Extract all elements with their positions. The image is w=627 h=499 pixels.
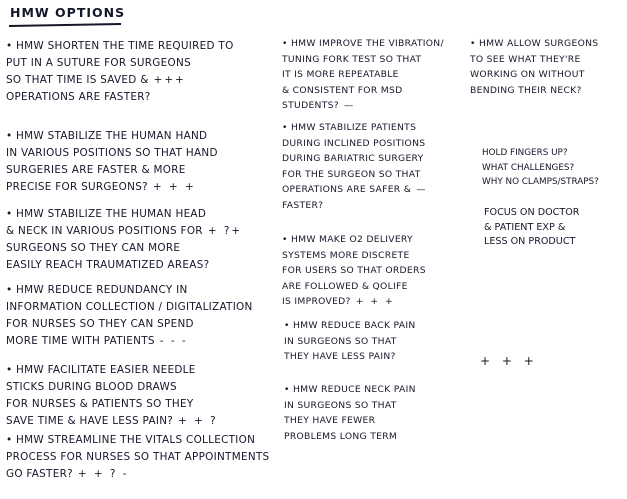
vote-marks: — — [343, 100, 356, 111]
note-line: WORKING ON WITHOUT — [470, 69, 585, 80]
note-line — [282, 294, 426, 310]
note-line: THEY HAVE FEWER — [284, 415, 376, 426]
vote-marks: +++ — [153, 74, 186, 86]
note-line: EASILY REACH TRAUMATIZED AREAS? — [6, 259, 210, 271]
note-line: DURING BARIATRIC SURGERY — [282, 153, 424, 164]
note-stabilize-hand — [6, 128, 218, 196]
note-reduce-redundancy — [6, 282, 253, 350]
note-line: • HMW STABILIZE PATIENTS — [282, 122, 417, 133]
note-back-pain — [284, 318, 416, 365]
note-line: SYSTEMS MORE DISCRETE — [282, 249, 410, 261]
note-line: INFORMATION COLLECTION / DIGITALIZATION — [6, 301, 253, 313]
note-line: • HMW SHORTEN THE TIME REQUIRED TO — [6, 40, 234, 52]
note-o2-delivery — [282, 232, 426, 310]
note-line: & CONSISTENT FOR MSD — [282, 84, 403, 96]
side-note-focus — [484, 206, 579, 250]
note-text: MORE TIME WITH PATIENTS — [6, 335, 155, 347]
vote-marks: + + + — [152, 181, 196, 193]
note-line: SURGERIES ARE FASTER & MORE — [6, 164, 186, 176]
note-line — [6, 72, 234, 89]
note-line: • HMW MAKE O2 DELIVERY — [282, 234, 413, 245]
side-note-line: WHAT CHALLENGES? — [482, 162, 575, 173]
note-line: FASTER? — [282, 199, 324, 211]
page-title: HMW OPTIONS — [10, 5, 126, 20]
note-line: OPERATIONS ARE FASTER? — [6, 91, 151, 103]
note-line: PROCESS FOR NURSES SO THAT APPOINTMENTS — [6, 451, 270, 463]
note-line — [282, 182, 427, 198]
note-line: TUNING FORK TEST SO THAT — [282, 53, 422, 65]
note-line — [6, 466, 269, 483]
note-line: • HMW REDUCE NECK PAIN — [284, 384, 416, 395]
note-vitals-collection — [6, 432, 269, 483]
note-text: IS IMPROVED? — [282, 296, 351, 307]
note-line: STICKS DURING BLOOD DRAWS — [6, 381, 177, 393]
title-underline — [9, 23, 121, 27]
vote-marks: — — [416, 184, 428, 195]
note-line: BENDING THEIR NECK? — [470, 84, 582, 96]
note-line: • HMW STABILIZE THE HUMAN HEAD — [6, 208, 207, 220]
note-line: TO SEE WHAT THEY'RE — [470, 53, 581, 65]
note-line: IN SURGEONS SO THAT — [284, 335, 397, 347]
note-line: IT IS MORE REPEATABLE — [282, 69, 399, 80]
note-line: SURGEONS SO THEY CAN MORE — [6, 242, 181, 254]
note-needle-sticks — [6, 362, 218, 430]
note-line — [6, 179, 218, 196]
note-line — [282, 98, 444, 114]
side-note-questions — [482, 146, 599, 190]
note-neck-pain — [284, 382, 416, 444]
note-vibration-test — [282, 36, 444, 114]
note-line: IN SURGEONS SO THAT — [284, 399, 397, 411]
vote-marks: + + + — [355, 296, 395, 307]
note-line: ARE FOLLOWED & QOLIFE — [282, 280, 408, 292]
side-note-line: FOCUS ON DOCTOR — [484, 207, 580, 218]
side-note-line: LESS ON PRODUCT — [484, 236, 576, 247]
floating-vote-marks: + + + — [480, 354, 538, 368]
note-text: SAVE TIME & HAVE LESS PAIN? — [6, 415, 174, 427]
note-line: THEY HAVE LESS PAIN? — [284, 351, 396, 362]
note-text: PRECISE FOR SURGEONS? — [6, 181, 148, 193]
note-line: • HMW REDUCE REDUNDANCY IN — [6, 284, 188, 296]
vote-marks: + + ? - — [77, 468, 129, 480]
note-line: • HMW FACILITATE EASIER NEEDLE — [6, 364, 196, 376]
note-line: PROBLEMS LONG TERM — [284, 430, 398, 442]
note-line — [6, 333, 253, 350]
side-note-line: & PATIENT EXP & — [484, 221, 566, 233]
note-line: FOR THE SURGEON SO THAT — [282, 168, 421, 180]
note-suture-time — [6, 38, 234, 106]
note-line — [6, 413, 218, 430]
note-line: • HMW REDUCE BACK PAIN — [284, 320, 416, 331]
side-note-line: HOLD FINGERS UP? — [482, 148, 568, 158]
vote-marks: + ?+ — [207, 225, 243, 237]
side-note-line: WHY NO CLAMPS/STRAPS? — [482, 177, 599, 187]
note-line: DURING INCLINED POSITIONS — [282, 137, 426, 149]
note-text: SO THAT TIME IS SAVED & — [6, 74, 149, 86]
note-line: FOR NURSES & PATIENTS SO THEY — [6, 398, 194, 410]
note-stabilize-patients — [282, 120, 427, 213]
note-line: • HMW ALLOW SURGEONS — [470, 38, 599, 49]
note-text: STUDENTS? — [282, 100, 339, 111]
note-text: GO FASTER? — [6, 468, 73, 480]
vote-marks: + + ? — [178, 415, 218, 427]
note-see-without-bending — [470, 36, 598, 98]
note-line: FOR USERS SO THAT ORDERS — [282, 265, 426, 276]
note-line: • HMW STABILIZE THE HUMAN HAND — [6, 130, 208, 142]
note-line — [6, 223, 242, 240]
note-line: PUT IN A SUTURE FOR SURGEONS — [6, 57, 191, 69]
note-line: IN VARIOUS POSITIONS SO THAT HAND — [6, 147, 218, 159]
note-line: • HMW IMPROVE THE VIBRATION/ — [282, 38, 444, 49]
note-text: & NECK IN VARIOUS POSITIONS FOR — [6, 225, 203, 237]
vote-marks: - - - — [159, 335, 188, 347]
note-line: • HMW STREAMLINE THE VITALS COLLECTION — [6, 434, 256, 446]
note-stabilize-head — [6, 206, 242, 274]
note-text: OPERATIONS ARE SAFER & — [282, 184, 412, 195]
note-line: FOR NURSES SO THEY CAN SPEND — [6, 318, 194, 330]
